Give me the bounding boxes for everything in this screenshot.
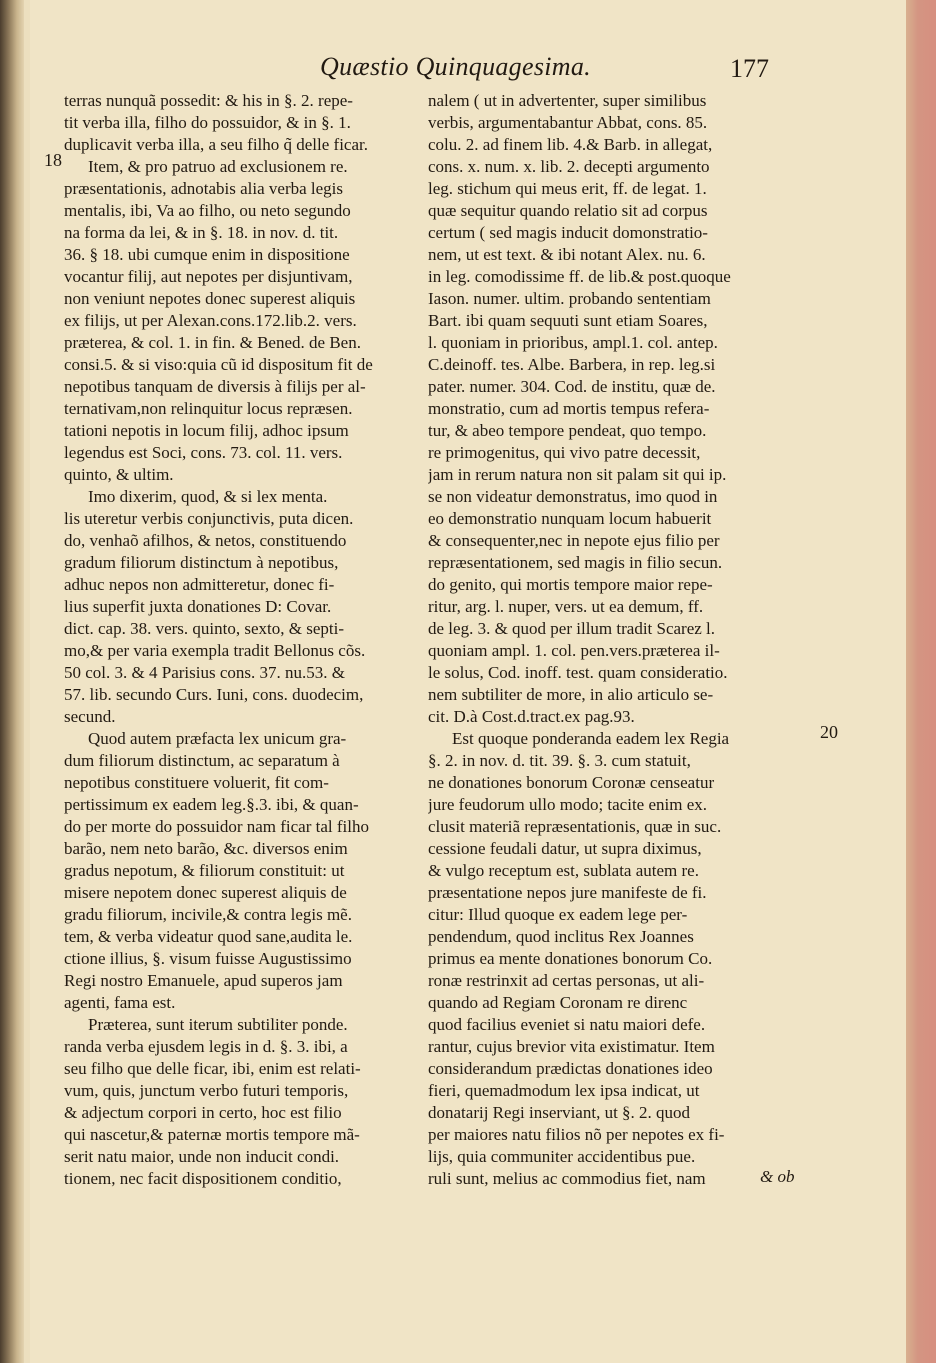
text-line: 50 col. 3. & 4 Parisius cons. 37. nu.53. & — [64, 663, 345, 682]
running-head: Quæstio Quinquagesima. — [320, 52, 591, 81]
text-line: nem, ut est text. & ibi notant Alex. nu. 6. — [428, 245, 706, 264]
text-line: agenti, fama est. — [64, 993, 176, 1012]
text-line: 36. § 18. ubi cumque enim in dispositione — [64, 245, 350, 264]
text-line: ritur, arg. l. nuper, vers. ut ea demum, ff. — [428, 597, 704, 616]
left-text-column — [64, 90, 426, 1190]
text-line: Regi nostro Emanuele, apud superos jam — [64, 971, 343, 990]
text-line: nem subtiliter de more, in alio articulo se- — [428, 685, 714, 704]
text-line: nepotibus constituere voluerit, fit com- — [64, 773, 329, 792]
text-line: quæ sequitur quando relatio sit ad corpus — [428, 201, 708, 220]
text-line: Iason. numer. ultim. probando sententiam — [428, 289, 711, 308]
text-line: pendendum, quod inclitus Rex Joannes — [428, 927, 694, 946]
text-line: qui nascetur,& paternæ mortis tempore mã- — [64, 1125, 360, 1144]
text-line: ex filijs, ut per Alexan.cons.172.lib.2. vers. — [64, 311, 357, 330]
text-line: tionem, nec facit dispositionem conditio, — [64, 1169, 342, 1188]
text-line: lis uteretur verbis conjunctivis, puta dicen. — [64, 509, 354, 528]
text-line: do genito, qui mortis tempore maior repe- — [428, 575, 713, 594]
text-line: per maiores natu filios nõ per nepotes ex fi- — [428, 1125, 725, 1144]
text-line: ctione illius, §. visum fuisse Augustissimo — [64, 949, 352, 968]
text-line: Imo dixerim, quod, & si lex menta. — [88, 487, 328, 506]
text-line: quod facilius eveniet si natu maiori defe. — [428, 1015, 706, 1034]
text-line: 57. lib. secundo Curs. Iuni, cons. duodecim, — [64, 685, 364, 704]
text-line: re primogenitus, qui vivo patre decessit, — [428, 443, 701, 462]
text-line: randa verba ejusdem legis in d. §. 3. ibi, a — [64, 1037, 348, 1056]
text-line: donatarij Regi inserviant, ut §. 2. quod — [428, 1103, 691, 1122]
text-line: le solus, Cod. inoff. test. quam consideratio. — [428, 663, 728, 682]
text-line: gradu filiorum, incivile,& contra legis mẽ. — [64, 905, 352, 924]
text-line: pater. numer. 304. Cod. de institu, quæ de. — [428, 377, 716, 396]
text-line: præsentationis, adnotabis alia verba legis — [64, 179, 344, 198]
text-line: l. quoniam in prioribus, ampl.1. col. antep. — [428, 333, 718, 352]
text-line: gradum filiorum distinctum à nepotibus, — [64, 553, 339, 572]
text-line: nepotibus tanquam de diversis à filijs per al- — [64, 377, 366, 396]
text-line: jure feudorum ullo modo; tacite enim ex. — [428, 795, 708, 814]
text-line: na forma da lei, & in §. 18. in nov. d. tit. — [64, 223, 339, 242]
text-line: & vulgo receptum est, sublata autem re. — [428, 861, 699, 880]
text-line: leg. stichum qui meus erit, ff. de legat. 1. — [428, 179, 707, 198]
text-line: ne donationes bonorum Coronæ censeatur — [428, 773, 715, 792]
text-line: quoniam ampl. 1. col. pen.vers.præterea il- — [428, 641, 720, 660]
text-line: tur, & abeo tempore pendeat, quo tempo. — [428, 421, 707, 440]
text-line: ronæ restrinxit ad certas personas, ut ali- — [428, 971, 705, 990]
text-line: Bart. ibi quam sequuti sunt etiam Soares, — [428, 311, 708, 330]
text-line: præsentatione nepos jure manifeste de fi. — [428, 883, 707, 902]
text-line: mo,& per varia exempla tradit Bellonus cõs. — [64, 641, 366, 660]
text-line: repræsentationem, sed magis in filio secun. — [428, 553, 723, 572]
text-line: in leg. comodissime ff. de lib.& post.quoque — [428, 267, 731, 286]
text-line: lijs, quia communiter accidentibus pue. — [428, 1147, 696, 1166]
text-line: monstratio, cum ad mortis tempus refera- — [428, 399, 710, 418]
text-line: rantur, cujus brevior vita existimatur. Item — [428, 1037, 715, 1056]
text-line: citur: Illud quoque ex eadem lege per- — [428, 905, 688, 924]
text-line: barão, nem neto barão, &c. diversos enim — [64, 839, 348, 858]
text-line: & consequenter,nec in nepote ejus filio per — [428, 531, 720, 550]
text-line: C.deinoff. tes. Albe. Barbera, in rep. leg.si — [428, 355, 716, 374]
text-line: tit verba illa, filho do possuidor, & in §. 1. — [64, 113, 351, 132]
text-line: ruli sunt, melius ac commodius fiet, nam — [428, 1169, 706, 1188]
text-line: terras nunquã possedit: & his in §. 2. repe- — [64, 91, 353, 110]
text-line: misere nepotem donec superest aliquis de — [64, 883, 347, 902]
margin-number-right: 20 — [820, 722, 838, 742]
text-line: vum, quis, junctum verbo futuri temporis, — [64, 1081, 349, 1100]
text-line: verbis, argumentabantur Abbat, cons. 85. — [428, 113, 708, 132]
text-line: cessione feudali datur, ut supra diximus, — [428, 839, 702, 858]
text-line: quando ad Regiam Coronam re direnc — [428, 993, 688, 1012]
left-page-edge — [0, 0, 24, 1363]
page-header — [30, 52, 906, 92]
text-line: colu. 2. ad finem lib. 4.& Barb. in allegat, — [428, 135, 713, 154]
text-line: lius superfit juxta donationes D: Covar. — [64, 597, 332, 616]
text-line: Præterea, sunt iterum subtiliter ponde. — [88, 1015, 348, 1034]
text-line: dum filiorum distinctum, ac separatum à — [64, 751, 340, 770]
text-line: pertissimum ex eadem leg.§.3. ibi, & quan- — [64, 795, 359, 814]
text-line: tem, & verba videatur quod sane,audita le. — [64, 927, 353, 946]
text-line: mentalis, ibi, Va ao filho, ou neto segundo — [64, 201, 351, 220]
text-line: serit natu maior, unde non inducit condi. — [64, 1147, 340, 1166]
text-line: & adjectum corpori in certo, hoc est filio — [64, 1103, 342, 1122]
text-line: Item, & pro patruo ad exclusionem re. — [88, 157, 348, 176]
text-line: do, venhaõ afilhos, & netos, constituendo — [64, 531, 347, 550]
text-line: quinto, & ultim. — [64, 465, 174, 484]
margin-number-left: 18 — [44, 150, 62, 170]
text-line: legendus est Soci, cons. 73. col. 11. vers. — [64, 443, 343, 462]
text-line: eo demonstratio nunquam locum habuerit — [428, 509, 712, 528]
text-line: gradus nepotum, & filiorum constituit: ut — [64, 861, 345, 880]
text-line: primus ea mente donationes bonorum Co. — [428, 949, 713, 968]
text-line: cons. x. num. x. lib. 2. decepti argumento — [428, 157, 710, 176]
text-line: do per morte do possuidor nam ficar tal filho — [64, 817, 369, 836]
text-line: dict. cap. 38. vers. quinto, sexto, & septi- — [64, 619, 344, 638]
text-line: tationi nepotis in locum filij, adhoc ipsum — [64, 421, 349, 440]
text-line: certum ( sed magis inducit domonstratio- — [428, 223, 708, 242]
text-line: fieri, quemadmodum lex ipsa indicat, ut — [428, 1081, 700, 1100]
page-number: 177 — [730, 54, 769, 83]
text-line: cit. D.à Cost.d.tract.ex pag.93. — [428, 707, 635, 726]
text-line: se non videatur demonstratus, imo quod in — [428, 487, 718, 506]
catchword: & ob — [760, 1167, 795, 1186]
text-line: considerandum prædictas donationes ideo — [428, 1059, 713, 1078]
text-line: duplicavit verba illa, a seu filho q̃ delle ficar. — [64, 135, 368, 154]
text-line: præterea, & col. 1. in fin. & Bened. de Ben. — [64, 333, 361, 352]
text-line: clusit materiã repræsentationis, quæ in suc. — [428, 817, 722, 836]
right-page-edge — [906, 0, 936, 1363]
page-body — [30, 0, 906, 1363]
text-line: nalem ( ut in advertenter, super similibus — [428, 91, 707, 110]
text-line: de leg. 3. & quod per illum tradit Scarez l. — [428, 619, 716, 638]
text-line: jam in rerum natura non sit palam sit qui ip. — [428, 465, 727, 484]
text-line: secund. — [64, 707, 116, 726]
text-line: vocantur filij, aut nepotes per disjuntivam, — [64, 267, 353, 286]
text-line: ternativam,non relinquitur locus repræsen. — [64, 399, 353, 418]
text-line: seu filho que delle ficar, ibi, enim est relati- — [64, 1059, 361, 1078]
right-text-column — [428, 90, 795, 1190]
text-line: Quod autem præfacta lex unicum gra- — [88, 729, 347, 748]
text-line: §. 2. in nov. d. tit. 39. §. 3. cum statuit, — [428, 751, 691, 770]
text-line: consi.5. & si viso:quia cũ id dispositum fit de — [64, 355, 373, 374]
text-line: Est quoque ponderanda eadem lex Regia — [452, 729, 730, 748]
text-line: non veniunt nepotes donec superest aliquis — [64, 289, 356, 308]
text-line: adhuc nepos non admitteretur, donec fi- — [64, 575, 335, 594]
